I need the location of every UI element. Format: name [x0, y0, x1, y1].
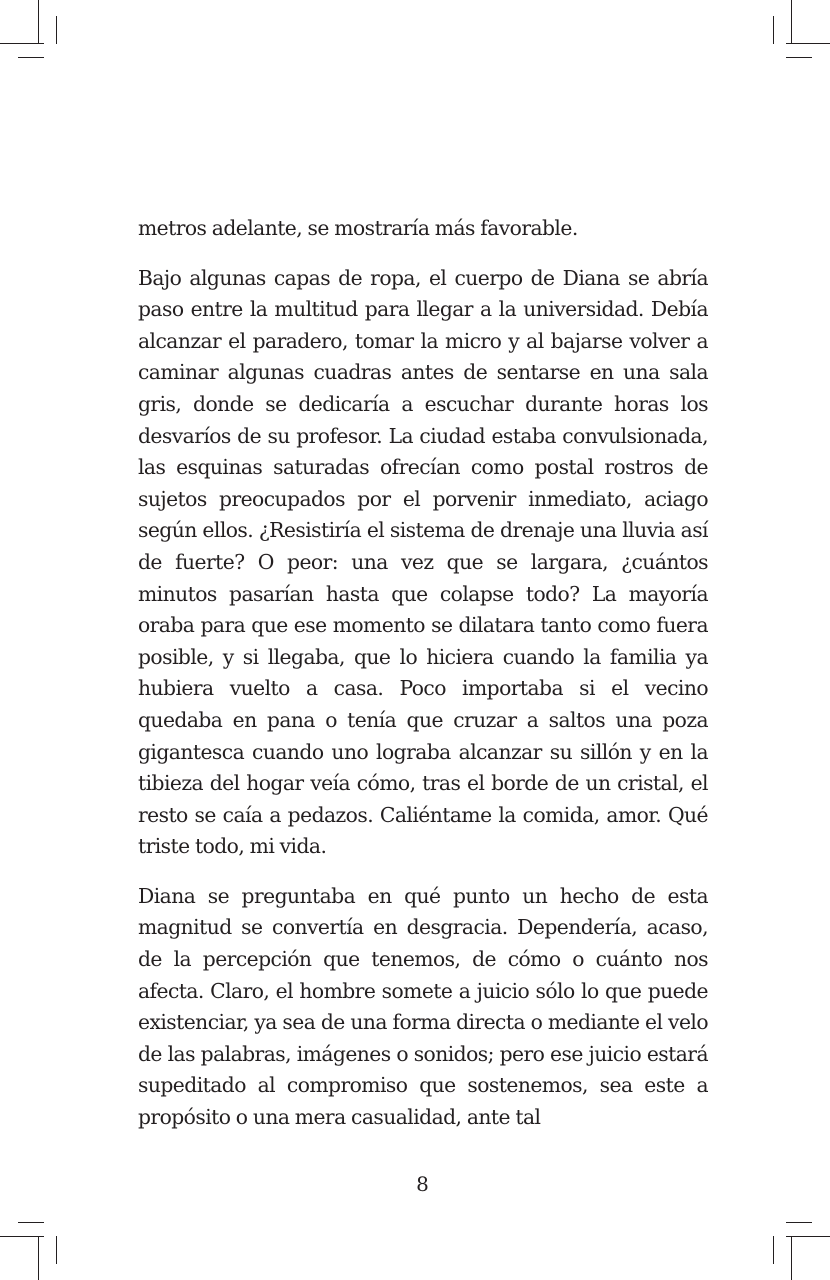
crop-mark-top-right-horizontal-2	[786, 57, 812, 58]
paragraph: Diana se preguntaba en qué punto un hecho de esta magnitud se convertía en desgracia. Dependería, acaso, de la percepción que tenemos, de cómo o cuánto nos afecta. Claro, el hombre somete a juicio sólo lo que puede existenciar, ya sea de una forma directa o mediante el velo de las palabras, imágenes o sonidos; pero ese juicio estará supeditado al compromiso que sostenemos, sea este a propósito o una mera casualidad, ante tal	[138, 883, 708, 1130]
paragraph: Bajo algunas capas de ropa, el cuerpo de Diana se abría paso entre la multitud para llegar a la universidad. Debía alcanzar el paradero, tomar la micro y al bajarse volver a caminar algunas cuadras antes de sentarse en una sala gris, donde se dedicaría a escuchar durante horas los desvaríos de su profesor. La ciudad estaba convulsionada, las esquinas saturadas ofrecían como postal rostros de sujetos preocupados por el porvenir inmediato, aciago según ellos. ¿Resistiría el sistema de drenaje una lluvia así de fuerte? O peor: una vez que se largara, ¿cuántos minutos pasarían hasta que colapse todo? La mayoría oraba para que ese momento se dilatara tanto como fuera posible, y si llegaba, que lo hiciera cuando la familia ya hubiera vuelto a casa. Poco importaba si el vecino quedaba en pana o tenía que cruzar a saltos una poza gigantesca cuando uno lograba alcanzar su sillón y en la tibieza del hogar veía cómo, tras el borde de un cristal, el resto se caía a pedazos. Caliéntame la comida, amor. Qué triste todo, mi vida.	[138, 265, 708, 859]
page-number: 8	[416, 1172, 429, 1196]
crop-mark-bottom-left-horizontal	[0, 1236, 44, 1237]
crop-mark-top-left-horizontal-2	[18, 57, 44, 58]
crop-mark-bottom-right-horizontal	[786, 1236, 830, 1237]
crop-mark-bottom-right-outer	[791, 1236, 792, 1280]
crop-mark-top-right-outer	[791, 0, 792, 44]
crop-mark-top-left-inner	[56, 16, 57, 44]
crop-mark-top-right-horizontal	[786, 43, 830, 44]
crop-mark-bottom-left-outer	[38, 1236, 39, 1280]
body-text	[138, 213, 708, 1152]
crop-mark-bottom-right-inner	[773, 1236, 774, 1264]
paragraph-continuation: metros adelante, se mostraría más favorable.	[138, 216, 578, 240]
crop-mark-top-right-inner	[773, 16, 774, 44]
crop-mark-bottom-right-horizontal-2	[786, 1222, 812, 1223]
crop-mark-top-left-outer	[38, 0, 39, 44]
crop-mark-bottom-left-inner	[56, 1236, 57, 1264]
crop-mark-bottom-left-horizontal-2	[18, 1222, 44, 1223]
crop-mark-top-left-horizontal	[0, 43, 44, 44]
